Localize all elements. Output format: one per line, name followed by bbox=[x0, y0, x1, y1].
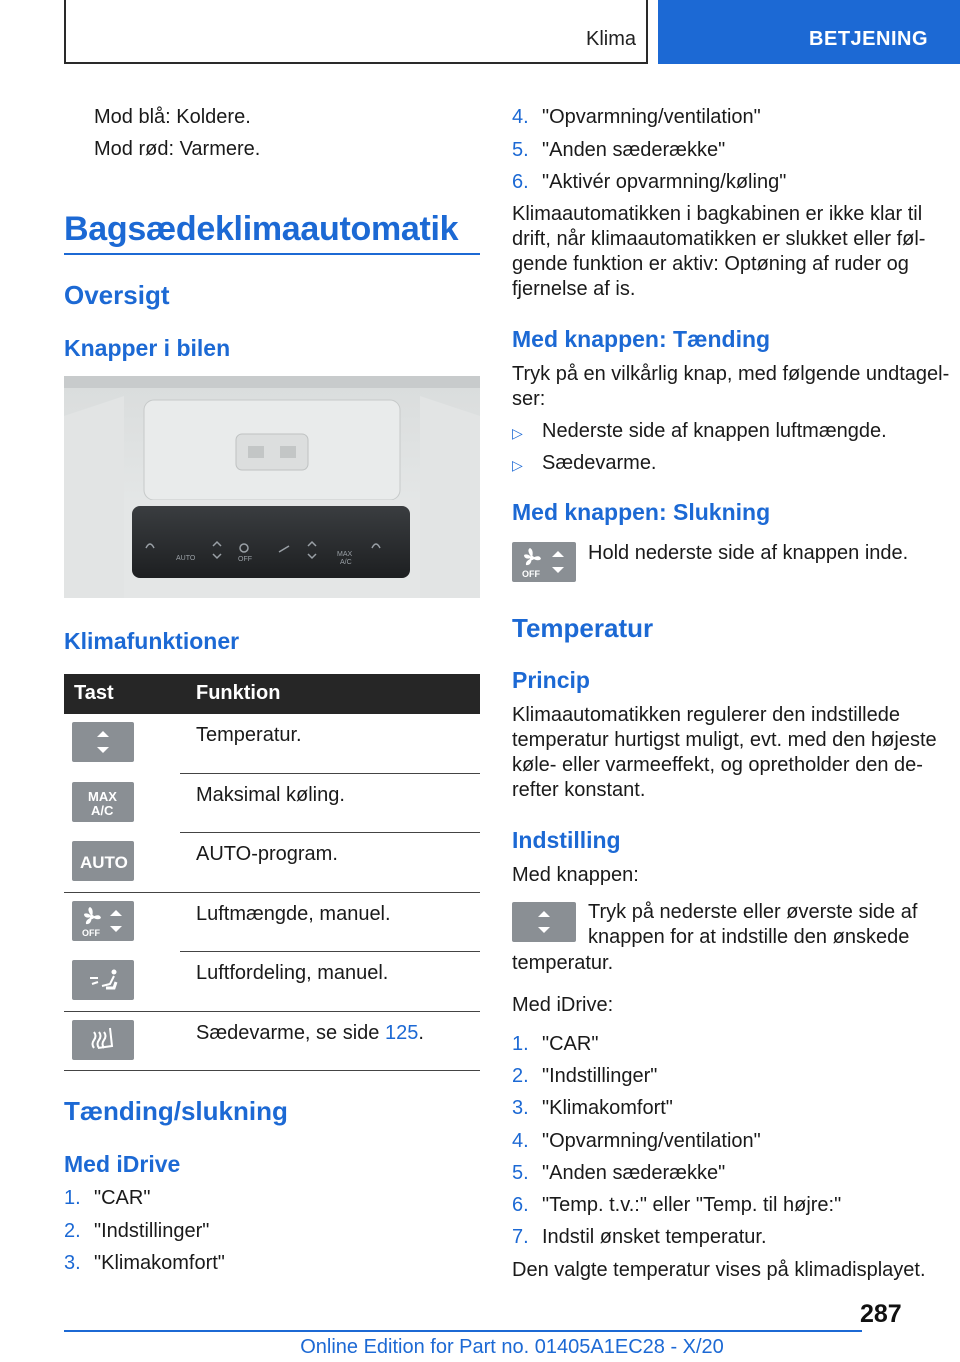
heading-with-idrive: Med iDrive bbox=[64, 1151, 181, 1177]
table-row bbox=[64, 1012, 480, 1072]
photo-off-label: OFF bbox=[238, 556, 252, 563]
step-number: 6. bbox=[512, 171, 529, 193]
step-number: 4. bbox=[512, 1130, 529, 1152]
step-number: 3. bbox=[512, 1097, 529, 1119]
svg-text:OFF: OFF bbox=[522, 569, 540, 579]
step-text: "CAR" bbox=[542, 1033, 599, 1055]
photo-ac-label: A/C bbox=[340, 559, 352, 566]
bullet-triangle-icon: ▷ bbox=[512, 425, 523, 441]
step-number: 3. bbox=[64, 1252, 81, 1274]
arrows-updown-icon bbox=[512, 902, 576, 942]
seat-heating-icon bbox=[72, 1020, 134, 1060]
heading-setting: Indstilling bbox=[512, 827, 621, 853]
auto-icon bbox=[72, 841, 134, 881]
title-rule bbox=[64, 253, 480, 255]
svg-text:AUTO: AUTO bbox=[80, 853, 128, 872]
intro-line-blue: Mod blå: Koldere. bbox=[94, 106, 251, 128]
step-number: 2. bbox=[512, 1065, 529, 1087]
row-function-text: Luftmængde, manuel. bbox=[196, 902, 391, 925]
heading-buttons-in-car: Knapper i bilen bbox=[64, 335, 231, 361]
step-text: "Opvarmning/ventilation" bbox=[542, 1130, 761, 1152]
step-text: "Temp. t.v.:" eller "Temp. til højre:" bbox=[542, 1194, 842, 1216]
table-row bbox=[64, 714, 480, 774]
col-function-header: Funktion bbox=[196, 682, 281, 704]
heading-button-off: Med knappen: Slukning bbox=[512, 499, 771, 525]
step-text: "Indstillinger" bbox=[542, 1065, 658, 1087]
step-number: 4. bbox=[512, 106, 529, 128]
footer-rule bbox=[64, 1330, 862, 1332]
row-function-text: Luftfordeling, manuel. bbox=[196, 962, 389, 984]
with-button-label: Med knappen: bbox=[512, 864, 639, 886]
header-chapter-tab bbox=[658, 0, 960, 64]
para-line: fjernelse af is. bbox=[512, 278, 636, 300]
setting-line: knappen for at indstille den ønskede bbox=[588, 926, 910, 948]
header-section-title: Klima bbox=[585, 28, 636, 50]
arrows-updown-icon bbox=[72, 722, 134, 762]
edition-text: Online Edition for Part no. 01405A1EC28 - X/20 bbox=[300, 1336, 724, 1358]
header-chapter-label: BETJENING bbox=[809, 28, 928, 50]
heading-overview: Oversigt bbox=[64, 280, 170, 310]
photo-auto-label: AUTO bbox=[176, 555, 196, 562]
step-text: "Klimakomfort" bbox=[94, 1252, 225, 1274]
svg-text:MAX: MAX bbox=[88, 788, 117, 804]
rear-climate-panel-photo bbox=[64, 376, 480, 598]
svg-text:OFF: OFF bbox=[82, 927, 100, 938]
para-line: gende funktion er aktiv: Optøning af ruder og bbox=[512, 253, 909, 275]
step-number: 1. bbox=[512, 1033, 529, 1055]
heading-climate-functions: Klimafunktioner bbox=[64, 628, 240, 654]
table-row bbox=[64, 833, 480, 893]
step-text: "Indstillinger" bbox=[94, 1220, 210, 1242]
air-distribution-icon bbox=[72, 960, 134, 1000]
step-text: "Aktivér opvarmning/køling" bbox=[542, 171, 787, 193]
page-link-125[interactable]: 125 bbox=[384, 1021, 419, 1044]
setting-line: temperatur. bbox=[512, 952, 614, 974]
para-line: Tryk på en vilkårlig knap, med følgende undtagel- bbox=[512, 363, 950, 385]
para-line: Klimaautomatikken regulerer den indstillede bbox=[512, 704, 900, 726]
climate-functions-table bbox=[64, 674, 480, 1071]
svg-text:A/C: A/C bbox=[91, 802, 114, 818]
step-text: "Anden sæderække" bbox=[542, 1162, 726, 1184]
col-key-header: Tast bbox=[74, 682, 114, 704]
para-line: drift, når klimaautomatikken er slukket eller føl- bbox=[512, 228, 926, 250]
step-text: "Opvarmning/ventilation" bbox=[542, 106, 761, 128]
table-row bbox=[64, 952, 480, 1012]
step-number: 2. bbox=[64, 1220, 81, 1242]
step-text: "Anden sæderække" bbox=[542, 139, 726, 161]
para-line: temperatur hurtigst muligt, evt. med den højeste bbox=[512, 729, 937, 751]
bullet-text: Sædevarme. bbox=[542, 452, 657, 474]
bullet-triangle-icon: ▷ bbox=[512, 457, 523, 473]
para-line: refter konstant. bbox=[512, 779, 646, 801]
para-line: køle- eller varmeeffekt, og opretholder den de- bbox=[512, 754, 923, 776]
photo-max-label: MAX bbox=[337, 551, 353, 558]
heading-button-on: Med knappen: Tænding bbox=[512, 326, 771, 352]
step-number: 5. bbox=[512, 139, 529, 161]
row-function-text: Maksimal køling. bbox=[196, 783, 345, 806]
page-number: 287 bbox=[860, 1300, 902, 1328]
max-ac-icon bbox=[72, 782, 134, 822]
heading-principle: Princip bbox=[512, 667, 590, 693]
step-number: 6. bbox=[512, 1194, 529, 1216]
heading-temperature: Temperatur bbox=[512, 613, 654, 643]
row-function-text: AUTO-program. bbox=[196, 843, 338, 865]
row-function-text: Sædevarme, se side 125. bbox=[196, 1021, 424, 1044]
table-header bbox=[64, 674, 480, 714]
step-number: 7. bbox=[512, 1226, 529, 1248]
off-instruction: Hold nederste side af knappen inde. bbox=[588, 542, 909, 564]
step-text: "CAR" bbox=[94, 1187, 151, 1209]
table-row bbox=[64, 774, 480, 834]
step-number: 5. bbox=[512, 1162, 529, 1184]
heading-on-off: Tænding/slukning bbox=[64, 1096, 288, 1126]
table-row bbox=[64, 893, 480, 953]
step-text: Indstil ønsket temperatur. bbox=[542, 1226, 767, 1248]
closing-text: Den valgte temperatur vises på klimadisplayet. bbox=[512, 1259, 926, 1281]
para-line: Klimaautomatikken i bagkabinen er ikke klar til bbox=[512, 203, 923, 225]
para-line: ser: bbox=[512, 388, 546, 410]
row-function-text: Temperatur. bbox=[196, 724, 302, 746]
step-text: "Klimakomfort" bbox=[542, 1097, 673, 1119]
fan-off-icon bbox=[72, 901, 134, 941]
bullet-text: Nederste side af knappen luftmængde. bbox=[542, 420, 887, 442]
page-title: Bagsædeklimaautomatik bbox=[64, 210, 459, 248]
fan-off-icon bbox=[512, 542, 576, 582]
step-number: 1. bbox=[64, 1187, 81, 1209]
setting-line: Tryk på nederste eller øverste side af bbox=[588, 901, 918, 923]
with-idrive-label: Med iDrive: bbox=[512, 994, 614, 1016]
intro-line-red: Mod rød: Varmere. bbox=[94, 138, 261, 160]
